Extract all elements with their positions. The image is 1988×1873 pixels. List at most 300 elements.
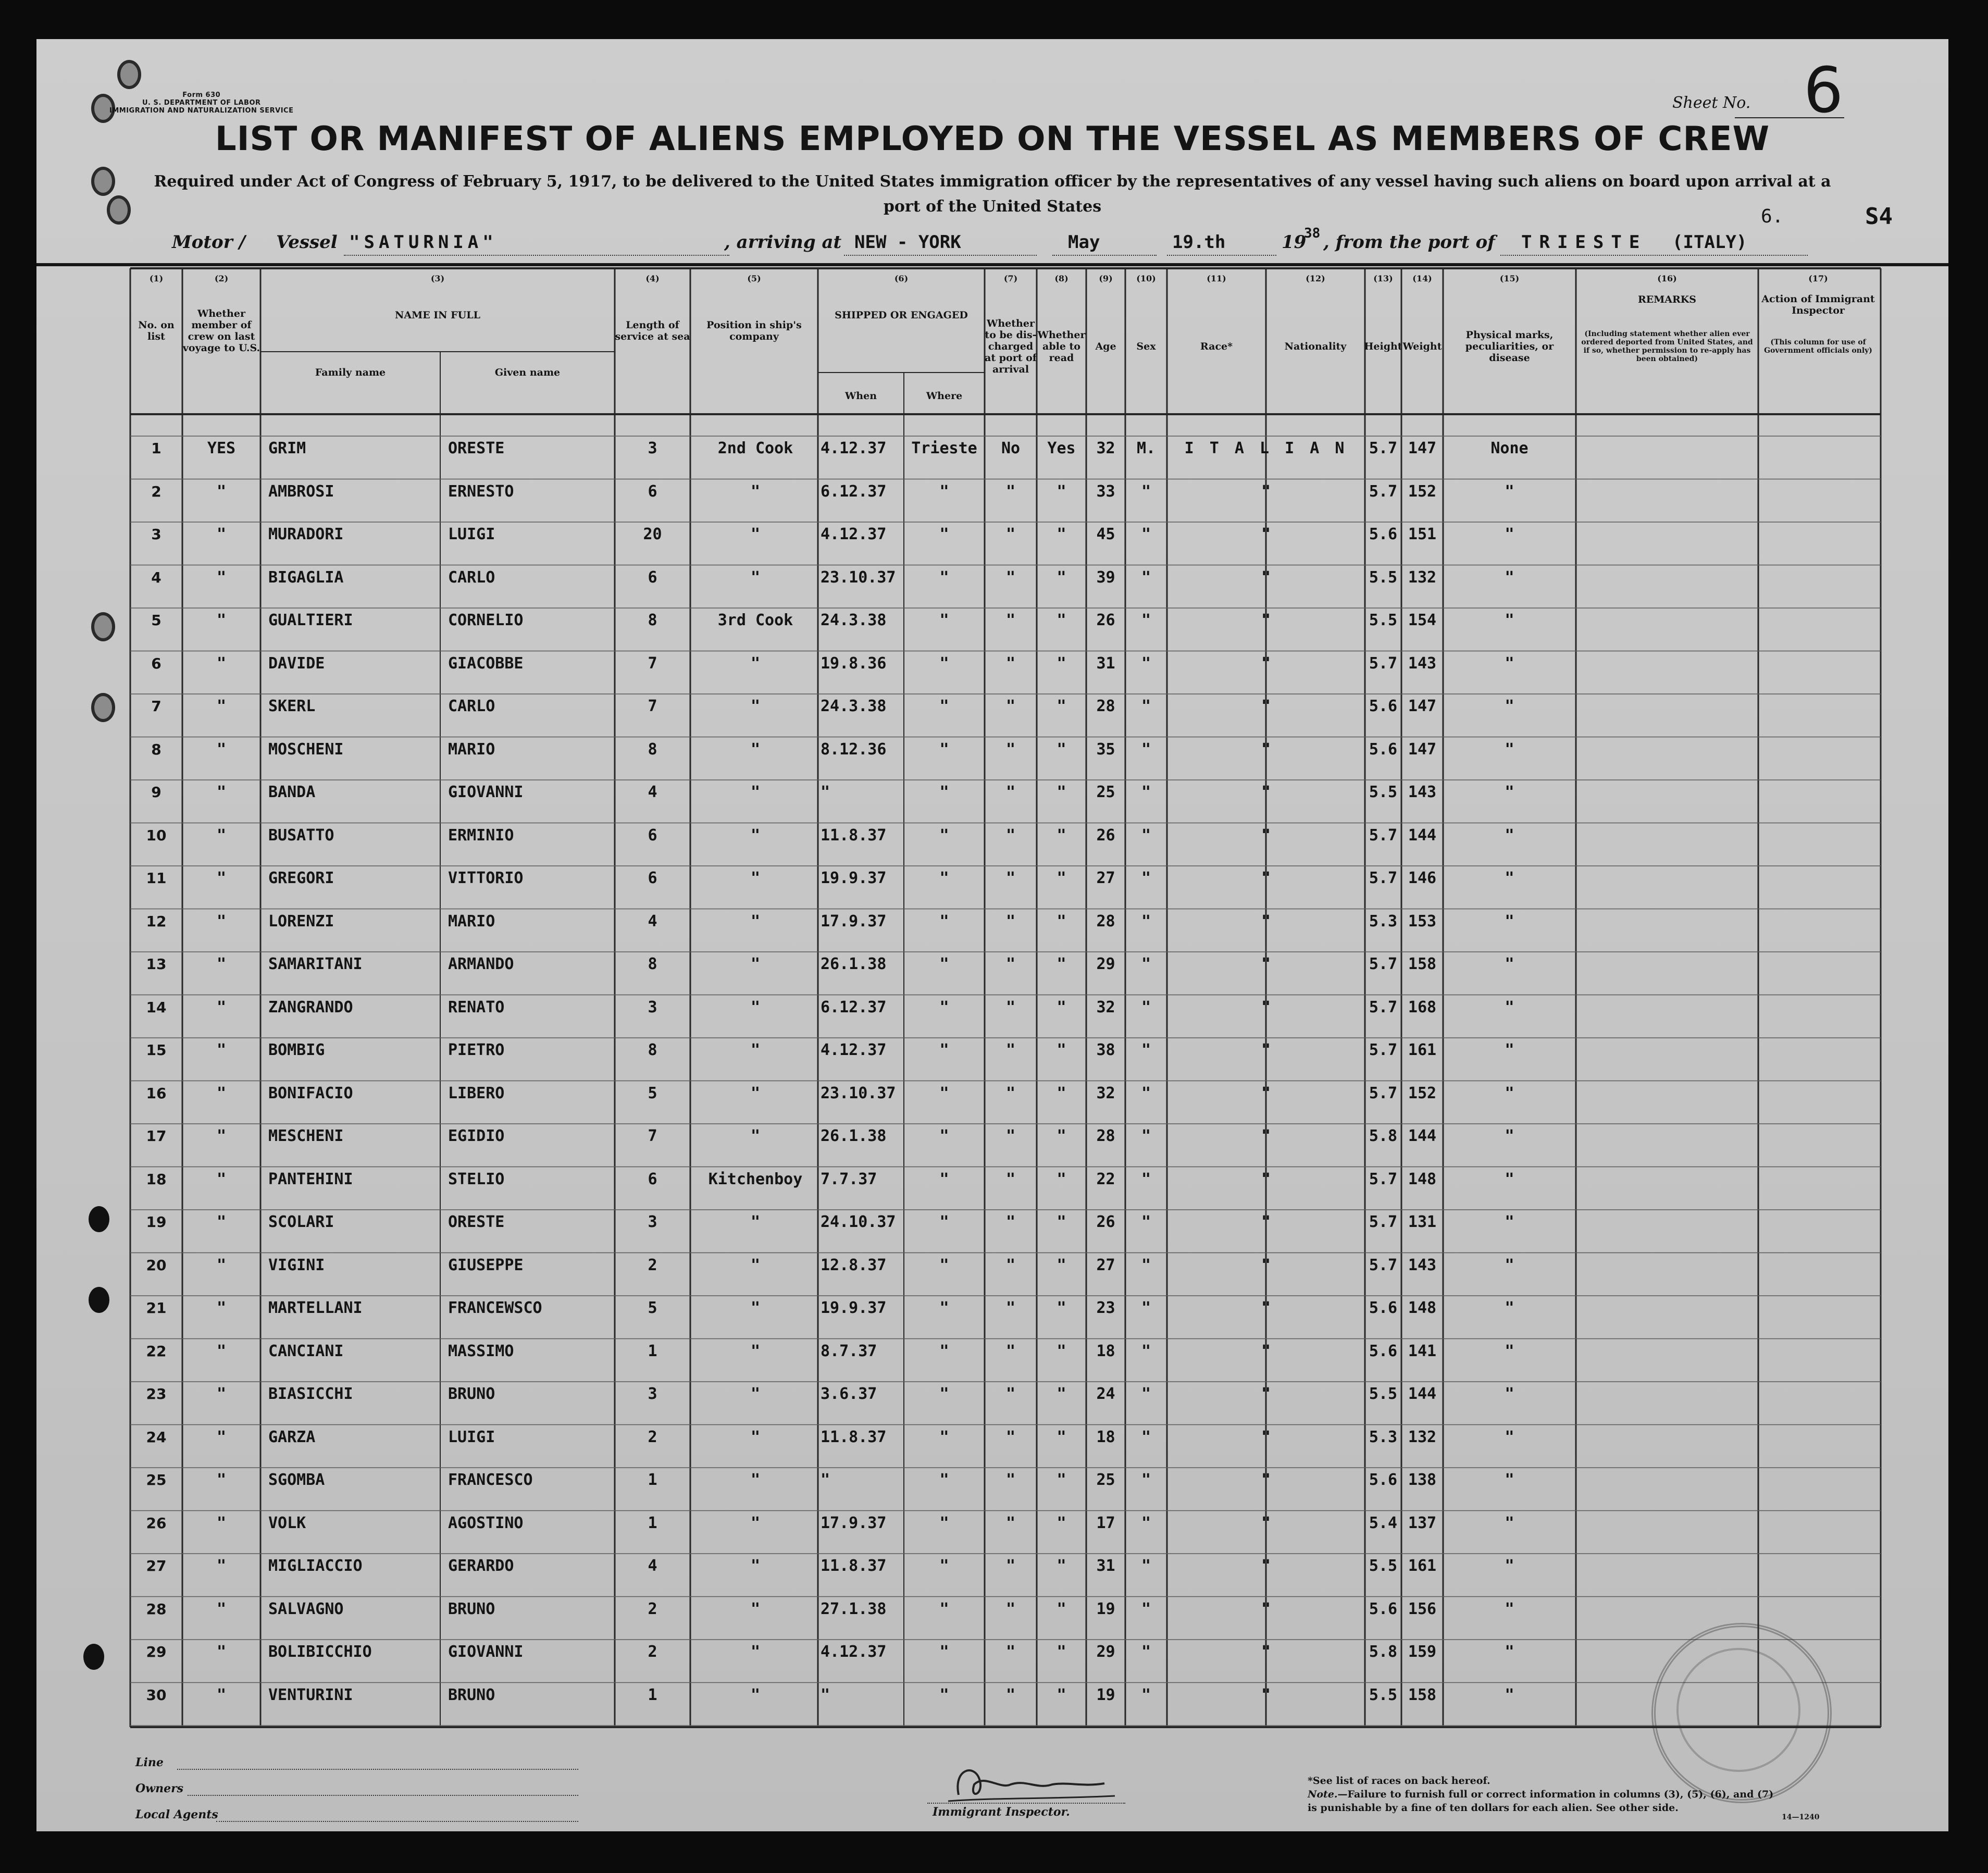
cell-service: 7: [648, 697, 657, 715]
cell-position: ": [750, 826, 761, 845]
cell-discharged: ": [1005, 482, 1016, 501]
cell-race: ": [1261, 1256, 1271, 1274]
cell-read: ": [1057, 1514, 1066, 1532]
cell-height: 5.7: [1369, 869, 1398, 887]
cell-no: 24: [146, 1428, 167, 1446]
cell-no: 18: [146, 1170, 167, 1188]
cell-crew: ": [216, 1471, 227, 1489]
cell-sex: ": [1141, 1170, 1151, 1188]
cell-where: ": [939, 482, 949, 501]
col-name-in-full: NAME IN FULL: [395, 309, 480, 321]
cell-when: 26.1.38: [821, 1127, 887, 1145]
cell-given: BRUNO: [448, 1685, 495, 1704]
cell-height: 5.7: [1369, 826, 1398, 845]
cell-service: 2: [648, 1643, 657, 1661]
cell-crew: ": [216, 1428, 227, 1446]
cell-given: GIACOBBE: [448, 654, 524, 673]
col-num: (6): [894, 274, 909, 283]
year-suffix: 38: [1304, 226, 1321, 241]
cell-marks: ": [1505, 869, 1514, 887]
cell-weight: 153: [1408, 912, 1437, 931]
arrival-port: NEW - YORK: [854, 232, 961, 253]
cell-height: 5.3: [1369, 912, 1398, 931]
col-num: (9): [1099, 274, 1113, 283]
cell-service: 6: [648, 826, 657, 845]
cell-no: 27: [146, 1557, 167, 1574]
cell-weight: 161: [1408, 1041, 1437, 1059]
cell-read: ": [1057, 1385, 1066, 1403]
cell-family: VOLK: [268, 1514, 306, 1532]
cell-when: ": [821, 1685, 830, 1704]
cell-race: ": [1261, 1170, 1271, 1188]
cell-weight: 138: [1408, 1471, 1437, 1489]
cell-service: 3: [648, 439, 657, 457]
cell-position: ": [750, 1471, 761, 1489]
cell-marks: ": [1505, 955, 1514, 973]
cell-marks: ": [1505, 1643, 1514, 1661]
cell-sex: ": [1141, 1428, 1151, 1446]
cell-age: 25: [1096, 783, 1115, 801]
cell-read: ": [1057, 1041, 1066, 1059]
cell-given: VITTORIO: [448, 869, 524, 887]
col-inspector-action: Action of Immigrant Inspector: [1761, 293, 1875, 316]
cell-marks: ": [1505, 1170, 1514, 1188]
cell-given: PIETRO: [448, 1041, 505, 1059]
cell-marks: ": [1505, 740, 1514, 759]
cell-race: ": [1261, 783, 1271, 801]
cell-age: 27: [1096, 1256, 1115, 1274]
cell-when: 23.10.37: [821, 1084, 896, 1102]
cell-weight: 144: [1408, 826, 1437, 845]
cell-when: 24.10.37: [821, 1213, 896, 1231]
line-field: [177, 1769, 578, 1770]
cell-age: 17: [1096, 1514, 1115, 1532]
cell-when: 4.12.37: [821, 525, 887, 543]
cell-service: 3: [648, 1213, 657, 1231]
cell-when: 17.9.37: [821, 1514, 887, 1532]
cell-where: ": [939, 1428, 949, 1446]
cell-discharged: ": [1005, 869, 1016, 887]
cell-sex: ": [1141, 1342, 1151, 1360]
cell-family: GUALTIERI: [268, 611, 353, 629]
cell-marks: ": [1505, 525, 1514, 543]
cell-race: ": [1261, 1428, 1271, 1446]
cell-read: ": [1057, 697, 1066, 715]
cell-discharged: ": [1005, 697, 1016, 715]
cell-weight: 156: [1408, 1599, 1437, 1618]
cell-weight: 144: [1408, 1127, 1437, 1145]
year-prefix: 19: [1282, 232, 1307, 253]
cell-where: ": [939, 1213, 949, 1231]
cell-discharged: ": [1005, 1170, 1016, 1188]
cell-crew: ": [216, 998, 227, 1016]
col-able-to-read: Whether able to read: [1037, 329, 1086, 364]
col-remarks: REMARKS: [1637, 294, 1697, 305]
page-title: LIST OR MANIFEST OF ALIENS EMPLOYED ON THE VESSEL AS MEMBERS OF CREW: [215, 120, 1770, 158]
cell-where: ": [939, 998, 949, 1016]
cell-weight: 143: [1408, 1256, 1437, 1274]
cell-sex: ": [1141, 783, 1151, 801]
cell-family: MURADORI: [268, 525, 344, 543]
col-family-name: Family name: [315, 367, 386, 378]
form-number: Form 630: [182, 91, 221, 99]
cell-weight: 147: [1408, 740, 1437, 759]
cell-service: 1: [648, 1342, 657, 1360]
cell-read: ": [1057, 1428, 1066, 1446]
cell-read: ": [1057, 568, 1066, 587]
cell-marks: ": [1505, 1428, 1514, 1446]
cell-position: ": [750, 783, 761, 801]
cell-service: 8: [648, 1041, 657, 1059]
cell-position: ": [750, 1428, 761, 1446]
cell-read: ": [1057, 955, 1066, 973]
cell-height: 5.5: [1369, 783, 1398, 801]
cell-where: ": [939, 869, 949, 887]
cell-service: 3: [648, 1385, 657, 1403]
arrival-month: May: [1068, 232, 1100, 253]
cell-race: ": [1261, 482, 1271, 501]
cell-given: CORNELIO: [448, 611, 524, 629]
cell-service: 6: [648, 568, 657, 587]
from-country: (ITALY): [1672, 232, 1747, 253]
cell-read: ": [1057, 1471, 1066, 1489]
cell-height: 5.5: [1369, 611, 1398, 629]
cell-height: 5.8: [1369, 1643, 1398, 1661]
cell-when: 6.12.37: [821, 482, 887, 501]
cell-when: 19.9.37: [821, 1299, 887, 1317]
cell-no: 3: [151, 526, 161, 543]
cell-age: 22: [1096, 1170, 1115, 1188]
col-num: (1): [149, 274, 164, 283]
arrival-day: 19.th: [1172, 232, 1226, 253]
col-nationality: Nationality: [1284, 341, 1347, 352]
cell-family: MESCHENI: [268, 1127, 344, 1145]
cell-discharged: ": [1005, 525, 1016, 543]
cell-race: ": [1261, 1127, 1271, 1145]
cell-age: 35: [1096, 740, 1115, 759]
cell-where: ": [939, 654, 949, 673]
col-num: (8): [1054, 274, 1068, 283]
cell-marks: ": [1505, 1599, 1514, 1618]
cell-discharged: ": [1005, 955, 1016, 973]
cell-crew: ": [216, 1127, 227, 1145]
cell-age: 39: [1096, 568, 1115, 587]
cell-read: ": [1057, 740, 1066, 759]
cell-height: 5.8: [1369, 1127, 1398, 1145]
cell-read: ": [1057, 611, 1066, 629]
cell-service: 5: [648, 1299, 657, 1317]
cell-crew: ": [216, 1514, 227, 1532]
cell-family: BONIFACIO: [268, 1084, 353, 1102]
cell-family: SAMARITANI: [268, 955, 363, 973]
cell-when: 24.3.38: [821, 611, 887, 629]
cell-family: GARZA: [268, 1428, 316, 1446]
cell-position: ": [750, 912, 761, 931]
cell-service: 8: [648, 955, 657, 973]
col-crew-last-voyage: Whether member of crew on last voyage to U.S.: [182, 308, 260, 354]
cell-weight: 158: [1408, 1685, 1437, 1704]
cell-read: ": [1057, 1557, 1066, 1575]
cell-crew: ": [216, 1685, 227, 1704]
cell-marks: ": [1505, 697, 1514, 715]
cell-service: 4: [648, 783, 657, 801]
cell-race: ": [1261, 568, 1271, 587]
cell-weight: 131: [1408, 1213, 1437, 1231]
cell-discharged: ": [1005, 740, 1016, 759]
cell-service: 4: [648, 1557, 657, 1575]
cell-given: RENATO: [448, 998, 505, 1016]
cell-where: ": [939, 1342, 949, 1360]
arriving-label: , arriving at: [724, 232, 842, 253]
cell-race: ": [1261, 1385, 1271, 1403]
cell-where: ": [939, 955, 949, 973]
cell-read: ": [1057, 1213, 1066, 1231]
cell-discharged: ": [1005, 1299, 1016, 1317]
cell-no: 4: [151, 568, 161, 586]
cell-marks: ": [1505, 1514, 1514, 1532]
cell-discharged: ": [1005, 1428, 1016, 1446]
cell-service: 8: [648, 611, 657, 629]
cell-sex: ": [1141, 1557, 1151, 1575]
cell-when: 11.8.37: [821, 826, 887, 845]
cell-sex: ": [1141, 1514, 1151, 1532]
cell-when: ": [821, 1471, 830, 1489]
cell-age: 28: [1096, 912, 1115, 931]
cell-no: 13: [146, 956, 167, 973]
cell-crew: ": [216, 1342, 227, 1360]
col-discharged: Whether to be dis-charged at port of arrival: [985, 318, 1037, 375]
cell-service: 6: [648, 1170, 657, 1188]
cell-given: LUIGI: [448, 1428, 495, 1446]
cell-family: GREGORI: [268, 869, 334, 887]
cell-service: 20: [643, 525, 662, 543]
cell-sex: ": [1141, 740, 1151, 759]
cell-position: 3rd Cook: [717, 611, 793, 629]
cell-marks: ": [1505, 568, 1514, 587]
cell-race: ": [1261, 1342, 1271, 1360]
footer-notes: [1308, 1774, 1776, 1815]
col-race: Race*: [1200, 341, 1233, 352]
col-inspector-note: (This column for use of Government officials only): [1764, 338, 1872, 355]
cell-no: 7: [151, 698, 161, 715]
cell-where: ": [939, 1685, 949, 1704]
cell-given: STELIO: [448, 1170, 505, 1188]
cell-height: 5.7: [1369, 654, 1398, 673]
cell-family: LORENZI: [268, 912, 334, 931]
cell-family: VENTURINI: [268, 1685, 353, 1704]
cell-when: 19.8.36: [821, 654, 887, 673]
cell-marks: ": [1505, 1041, 1514, 1059]
col-num: (13): [1373, 274, 1393, 283]
cell-crew: ": [216, 1385, 227, 1403]
cell-no: 30: [146, 1686, 167, 1704]
cell-discharged: ": [1005, 654, 1016, 673]
cell-age: 26: [1096, 826, 1115, 845]
cell-discharged: ": [1005, 568, 1016, 587]
cell-crew: ": [216, 1084, 227, 1102]
cell-race: ": [1261, 955, 1271, 973]
cell-weight: 141: [1408, 1342, 1437, 1360]
cell-position: ": [750, 1385, 761, 1403]
cell-no: 15: [146, 1041, 167, 1059]
owners-label: Owners: [135, 1782, 184, 1795]
cell-no: 6: [151, 654, 161, 672]
cell-crew: ": [216, 869, 227, 887]
cell-given: EGIDIO: [448, 1127, 505, 1145]
cell-age: 38: [1096, 1041, 1115, 1059]
cell-weight: 143: [1408, 783, 1437, 801]
cell-height: 5.7: [1369, 482, 1398, 501]
cell-discharged: ": [1005, 1256, 1016, 1274]
cell-height: 5.4: [1369, 1514, 1398, 1532]
cell-race: ": [1261, 1599, 1271, 1618]
cell-position: ": [750, 1213, 761, 1231]
cell-when: 23.10.37: [821, 568, 896, 587]
cell-marks: ": [1505, 783, 1514, 801]
cell-weight: 168: [1408, 998, 1437, 1016]
col-num: (2): [214, 274, 229, 283]
cell-where: ": [939, 1471, 949, 1489]
cell-weight: 147: [1408, 697, 1437, 715]
cell-no: 21: [146, 1299, 167, 1317]
cell-crew: ": [216, 1643, 227, 1661]
owners-field: [188, 1795, 578, 1796]
cell-where: ": [939, 525, 949, 543]
cell-race: ": [1261, 740, 1271, 759]
cell-age: 28: [1096, 697, 1115, 715]
cell-given: MASSIMO: [448, 1342, 514, 1360]
cell-race: I T A L I A N: [1184, 439, 1348, 457]
cell-read: ": [1057, 1599, 1066, 1618]
cell-crew: ": [216, 482, 227, 501]
col-num: (7): [1003, 274, 1018, 283]
cell-service: 7: [648, 654, 657, 673]
cell-race: ": [1261, 1557, 1271, 1575]
cell-weight: 154: [1408, 611, 1437, 629]
cell-crew: ": [216, 955, 227, 973]
cell-crew: ": [216, 697, 227, 715]
cell-family: AMBROSI: [268, 482, 334, 501]
cell-age: 45: [1096, 525, 1115, 543]
cell-sex: M.: [1136, 439, 1156, 457]
cell-discharged: ": [1005, 1127, 1016, 1145]
cell-position: 2nd Cook: [717, 439, 793, 457]
cell-crew: ": [216, 783, 227, 801]
cell-where: ": [939, 611, 949, 629]
col-where: Where: [926, 390, 963, 402]
cell-age: 19: [1096, 1685, 1115, 1704]
cell-sex: ": [1141, 697, 1151, 715]
cell-height: 5.6: [1369, 740, 1398, 759]
cell-weight: 137: [1408, 1514, 1437, 1532]
cell-discharged: ": [1005, 1599, 1016, 1618]
cell-age: 29: [1096, 955, 1115, 973]
cell-position: ": [750, 1256, 761, 1274]
cell-discharged: ": [1005, 1643, 1016, 1661]
cell-no: 25: [146, 1471, 167, 1489]
cell-sex: ": [1141, 1127, 1151, 1145]
cell-race: ": [1261, 1643, 1271, 1661]
col-num: (5): [747, 274, 761, 283]
cell-no: 12: [146, 912, 167, 930]
cell-given: GIUSEPPE: [448, 1256, 524, 1274]
cell-given: ORESTE: [448, 439, 505, 457]
cell-position: ": [750, 482, 761, 501]
cell-race: ": [1261, 1041, 1271, 1059]
cell-weight: 132: [1408, 568, 1437, 587]
cell-where: Trieste: [911, 439, 977, 457]
cell-height: 5.7: [1369, 1213, 1398, 1231]
cell-sex: ": [1141, 912, 1151, 931]
cell-no: 10: [146, 826, 167, 844]
cell-where: ": [939, 1256, 949, 1274]
cell-given: MARIO: [448, 912, 495, 931]
cell-when: 4.12.37: [821, 1643, 887, 1661]
cell-service: 1: [648, 1514, 657, 1532]
cell-height: 5.7: [1369, 1084, 1398, 1102]
cell-where: ": [939, 1299, 949, 1317]
cell-no: 5: [151, 612, 161, 629]
cell-read: Yes: [1047, 439, 1076, 457]
cell-discharged: ": [1005, 1342, 1016, 1360]
cell-sex: ": [1141, 1084, 1151, 1102]
cell-sex: ": [1141, 998, 1151, 1016]
cell-age: 33: [1096, 482, 1115, 501]
cell-weight: 146: [1408, 869, 1437, 887]
manifest-sheet: [36, 39, 1948, 1831]
cell-when: 4.12.37: [821, 1041, 887, 1059]
cell-read: ": [1057, 1127, 1066, 1145]
cell-crew: ": [216, 826, 227, 845]
cell-position: Kitchenboy: [708, 1170, 803, 1188]
cell-family: MARTELLANI: [268, 1299, 363, 1317]
cell-sex: ": [1141, 826, 1151, 845]
cell-race: ": [1261, 525, 1271, 543]
col-num: (4): [645, 274, 660, 283]
cell-read: ": [1057, 869, 1066, 887]
cell-crew: ": [216, 1213, 227, 1231]
cell-given: FRANCEWSCO: [448, 1299, 542, 1317]
cell-no: 19: [146, 1213, 167, 1231]
cell-service: 5: [648, 1084, 657, 1102]
cell-where: ": [939, 1041, 949, 1059]
vessel-name: "SATURNIA": [349, 232, 498, 253]
cell-weight: 132: [1408, 1428, 1437, 1446]
page-subtitle: Required under Act of Congress of February 5, 1917, to be delivered to the United States immigration officer by the representatives of any vessel having such aliens on board upon arrival at a port of the United States: [154, 172, 1831, 216]
cell-when: 8.7.37: [821, 1342, 877, 1360]
cell-discharged: ": [1005, 998, 1016, 1016]
cell-age: 26: [1096, 1213, 1115, 1231]
col-num: (16): [1657, 274, 1677, 283]
cell-sex: ": [1141, 1256, 1151, 1274]
cell-height: 5.6: [1369, 525, 1398, 543]
cell-family: BOMBIG: [268, 1041, 325, 1059]
cell-read: ": [1057, 654, 1066, 673]
cell-no: 22: [146, 1342, 167, 1360]
cell-marks: ": [1505, 611, 1514, 629]
side-number-2: S4: [1865, 203, 1893, 230]
cell-position: ": [750, 568, 761, 587]
cell-sex: ": [1141, 1385, 1151, 1403]
cell-race: ": [1261, 1084, 1271, 1102]
col-num: (12): [1306, 274, 1325, 283]
cell-sex: ": [1141, 1599, 1151, 1618]
cell-family: SALVAGNO: [268, 1599, 344, 1618]
department: U. S. DEPARTMENT OF LABOR: [142, 99, 261, 107]
cell-when: 7.7.37: [821, 1170, 877, 1188]
cell-race: ": [1261, 1213, 1271, 1231]
cell-service: 1: [648, 1685, 657, 1704]
